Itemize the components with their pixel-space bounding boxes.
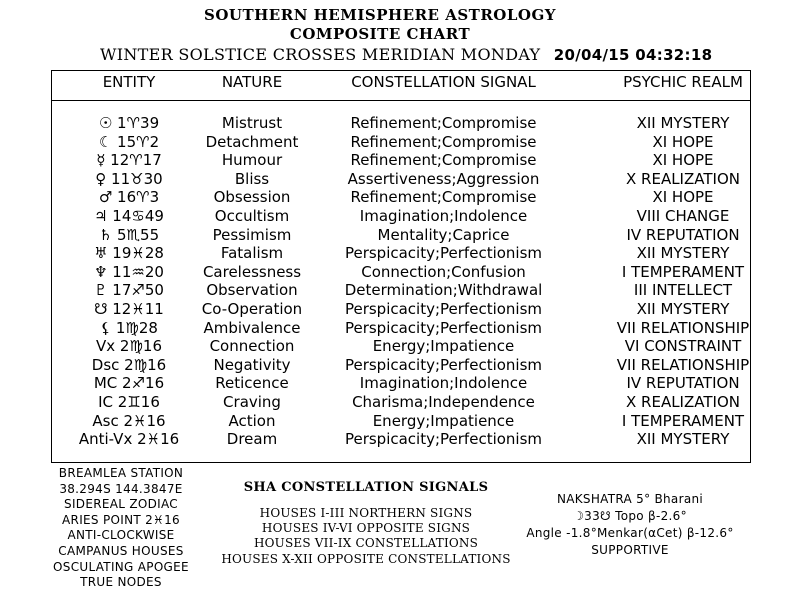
constellation-signal-cell: Perspicacity;Perfectionism <box>344 299 543 318</box>
entity-cell: ☿ 12♈17 <box>96 151 162 170</box>
nature-cell: Action <box>228 411 276 430</box>
settings-line: TRUE NODES <box>80 575 162 590</box>
table-row <box>51 151 751 170</box>
psychic-realm-cell: XII MYSTERY <box>636 114 730 132</box>
chart-title: SOUTHERN HEMISPHERE ASTROLOGY <box>203 6 556 24</box>
table-header <box>51 70 751 101</box>
constellation-signal-cell: Perspicacity;Perfectionism <box>344 355 543 374</box>
entity-cell: Vx 2♍16 <box>96 337 162 356</box>
header-nature: NATURE <box>221 73 283 91</box>
settings-line: 38.294S 144.3847E <box>59 481 183 496</box>
settings-line: SIDEREAL ZODIAC <box>64 497 178 512</box>
table-row <box>51 170 751 189</box>
psychic-realm-cell: XI HOPE <box>652 132 714 151</box>
nature-cell: Humour <box>221 151 283 170</box>
entity-cell: ♇ 17♐50 <box>94 281 164 300</box>
signals-legend <box>220 506 512 567</box>
legend-line: HOUSES I-III NORTHERN SIGNS <box>259 506 473 520</box>
nature-cell: Mistrust <box>221 114 283 132</box>
signals-legend-title: SHA CONSTELLATION SIGNALS <box>243 480 489 495</box>
event-datetime: 20/04/15 04:32:18 <box>553 46 713 64</box>
location-settings <box>40 466 202 591</box>
settings-line: CAMPANUS HOUSES <box>58 543 184 558</box>
entity-cell: ♃ 14♋49 <box>94 206 164 225</box>
nature-cell: Occultism <box>214 206 290 225</box>
constellation-signal-cell: Assertiveness;Aggression <box>347 169 540 188</box>
entity-cell: ♅ 19♓28 <box>94 244 164 263</box>
psychic-realm-cell: VII RELATIONSHIP <box>616 355 750 374</box>
nature-cell: Observation <box>206 281 298 300</box>
table-row <box>51 412 751 431</box>
table-row <box>51 207 751 226</box>
entity-cell: ♂ 16♈3 <box>98 188 160 207</box>
table-row <box>51 319 751 338</box>
nature-cell: Carelessness <box>202 262 302 281</box>
entity-cell: ☉ 1♈39 <box>98 114 160 132</box>
table-row <box>51 337 751 356</box>
table-row <box>51 226 751 245</box>
psychic-realm-cell: XI HOPE <box>652 151 714 170</box>
nature-cell: Dream <box>226 430 278 449</box>
constellation-signal-cell: Charisma;Independence <box>352 392 535 411</box>
entity-cell: Asc 2♓16 <box>92 411 166 430</box>
nakshatra-info <box>510 491 750 559</box>
psychic-realm-cell: X REALIZATION <box>626 392 740 411</box>
legend-line: HOUSES X-XII OPPOSITE CONSTELLATIONS <box>221 551 511 566</box>
nature-cell: Fatalism <box>220 244 284 263</box>
psychic-realm-cell: IV REPUTATION <box>626 374 740 393</box>
constellation-signal-cell: Energy;Impatience <box>372 337 515 356</box>
table-body <box>51 114 751 449</box>
nature-cell: Craving <box>223 392 281 411</box>
psychic-realm-cell: XII MYSTERY <box>636 244 730 263</box>
settings-line: OSCULATING APOGEE <box>53 559 189 574</box>
constellation-signal-cell: Imagination;Indolence <box>359 374 528 393</box>
header-psychic-realm: PSYCHIC REALM <box>623 73 743 91</box>
entity-cell: ☋ 12♓11 <box>94 299 164 318</box>
table-row <box>51 133 751 152</box>
entity-cell: MC 2♐16 <box>93 374 165 393</box>
settings-line: ARIES POINT 2♓16 <box>62 512 180 527</box>
psychic-realm-cell: XII MYSTERY <box>636 430 730 449</box>
event-line <box>100 45 712 64</box>
table-row <box>51 374 751 393</box>
table-row <box>51 393 751 412</box>
constellation-signal-cell: Perspicacity;Perfectionism <box>344 430 543 449</box>
chart-subtitle: COMPOSITE CHART <box>289 25 471 43</box>
constellation-signal-cell: Mentality;Caprice <box>377 225 510 244</box>
nature-cell: Reticence <box>215 374 289 393</box>
constellation-signal-cell: Refinement;Compromise <box>350 114 537 132</box>
legend-line: HOUSES VII-IX CONSTELLATIONS <box>253 536 479 551</box>
entity-cell: ☾ 15♈2 <box>98 132 160 151</box>
psychic-realm-cell: XI HOPE <box>652 188 714 207</box>
nakshatra-line: ☽33☋ Topo β-2.6° <box>573 509 687 523</box>
table-row <box>51 114 751 133</box>
table-row <box>51 281 751 300</box>
psychic-realm-cell: VIII CHANGE <box>636 206 730 225</box>
header-entity: ENTITY <box>102 73 156 91</box>
entity-cell: Anti-Vx 2♓16 <box>78 430 180 449</box>
constellation-signal-cell: Refinement;Compromise <box>350 132 537 151</box>
nakshatra-line: Angle -1.8°Menkar(αCet) β-12.6° <box>526 526 734 540</box>
psychic-realm-cell: I TEMPERAMENT <box>621 262 745 281</box>
constellation-signal-cell: Refinement;Compromise <box>350 151 537 170</box>
entity-cell: ♆ 11♒20 <box>94 262 164 281</box>
table-row <box>51 300 751 319</box>
entity-cell: ♀ 11♉30 <box>95 169 163 188</box>
table-row <box>51 188 751 207</box>
nature-cell: Co-Operation <box>201 299 303 318</box>
constellation-signal-cell: Imagination;Indolence <box>359 206 528 225</box>
psychic-realm-cell: VI CONSTRAINT <box>624 337 742 356</box>
nature-cell: Pessimism <box>212 225 292 244</box>
psychic-realm-cell: I TEMPERAMENT <box>621 411 745 430</box>
nature-cell: Bliss <box>234 169 270 188</box>
constellation-signal-cell: Connection;Confusion <box>361 262 526 281</box>
nature-cell: Detachment <box>205 132 299 151</box>
psychic-realm-cell: IV REPUTATION <box>626 225 740 244</box>
constellation-signal-cell: Perspicacity;Perfectionism <box>344 244 543 263</box>
psychic-realm-cell: III INTELLECT <box>633 281 733 300</box>
legend-line: HOUSES IV-VI OPPOSITE SIGNS <box>261 521 471 536</box>
nakshatra-line: NAKSHATRA 5° Bharani <box>556 492 704 506</box>
settings-line: BREAMLEA STATION <box>58 466 184 480</box>
header-constellation-signal: CONSTELLATION SIGNAL <box>351 73 536 91</box>
entity-cell: Dsc 2♍16 <box>91 355 167 374</box>
entity-cell: ♄ 5♏55 <box>98 225 160 244</box>
nature-cell: Negativity <box>213 355 291 374</box>
table-row <box>51 356 751 375</box>
psychic-realm-cell: XII MYSTERY <box>636 299 730 318</box>
table-row <box>51 430 751 449</box>
event-description: WINTER SOLSTICE CROSSES MERIDIAN MONDAY <box>100 45 541 64</box>
nature-cell: Ambivalence <box>203 318 301 337</box>
constellation-signal-cell: Refinement;Compromise <box>350 188 537 207</box>
table-row <box>51 263 751 282</box>
settings-line: ANTI-CLOCKWISE <box>67 528 175 543</box>
entity-cell: ⚸ 1♍28 <box>100 318 158 337</box>
psychic-realm-cell: VII RELATIONSHIP <box>616 318 750 337</box>
nature-cell: Connection <box>209 337 295 356</box>
nature-cell: Obsession <box>213 188 291 207</box>
constellation-signal-cell: Energy;Impatience <box>372 411 515 430</box>
nakshatra-line: SUPPORTIVE <box>591 543 669 557</box>
entity-cell: IC 2♊16 <box>98 392 160 411</box>
psychic-realm-cell: X REALIZATION <box>626 169 740 188</box>
constellation-signal-cell: Determination;Withdrawal <box>344 281 543 300</box>
table-row <box>51 244 751 263</box>
constellation-signal-cell: Perspicacity;Perfectionism <box>344 318 543 337</box>
